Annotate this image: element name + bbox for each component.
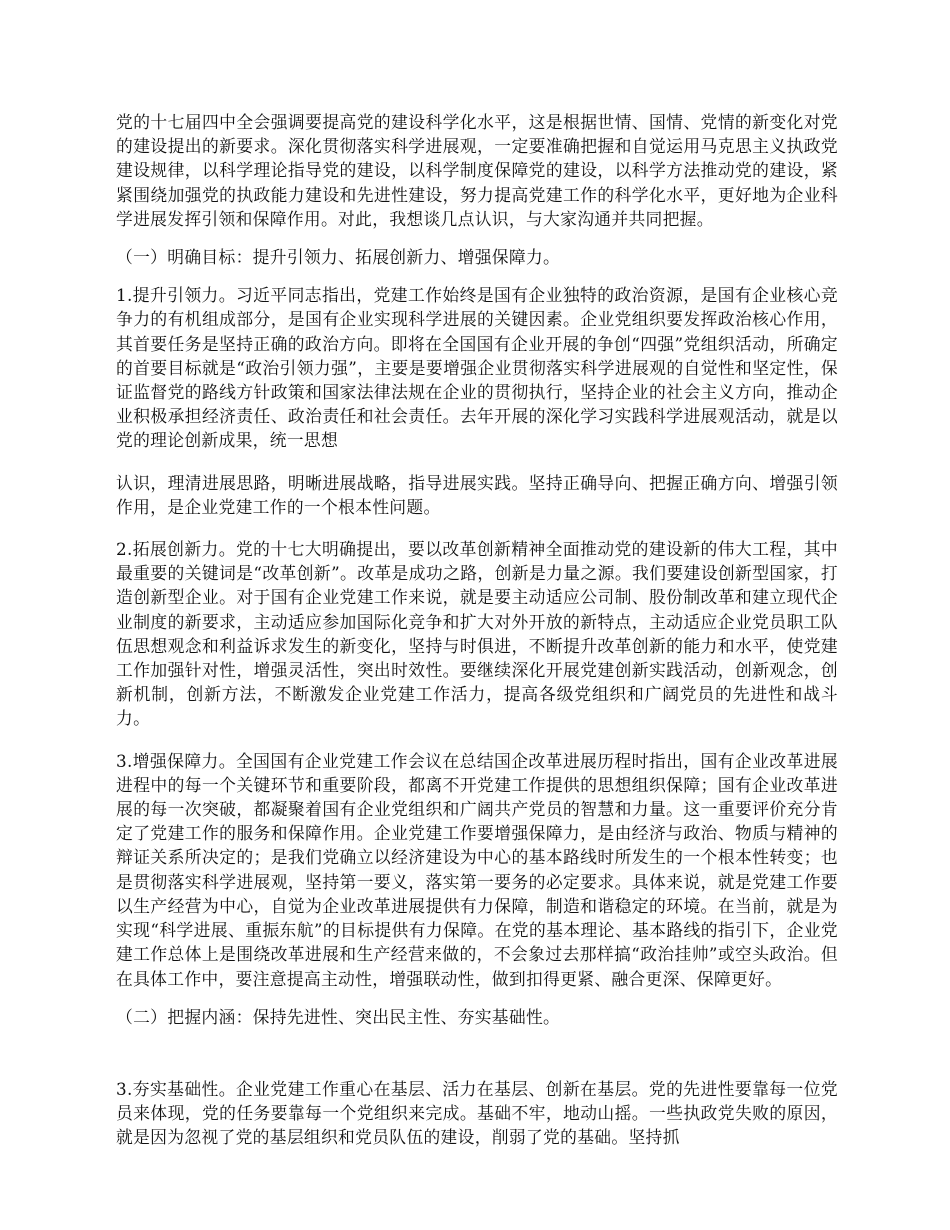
section-heading-connotation: （二）把握内涵：保持先进性、突出民主性、夯实基础性。 <box>116 1006 561 1027</box>
spacer <box>116 519 838 537</box>
intro-paragraph: 党的十七届四中全会强调要提高党的建设科学化水平，这是根据世情、国情、党情的新变化对党的建设提出的新要求。深化贯彻落实科学进展观，一定要准确把握和自觉运用马克思主义执政党建设规律，以科学理论指导党的建设，以科学制度保障党的建设，以科学方法推动党的建设，紧紧围绕加强党的执政能力建设和先进性建设，努力提高党建工作的科学化水平，更好地为企业科学进展发挥引领和保障作用。对此，我想谈几点认识，与大家沟通并共同把握。 <box>116 112 838 229</box>
spacer <box>116 991 838 1005</box>
spacer <box>116 1029 838 1077</box>
paragraph-guarantee: 3.增强保障力。全国国有企业党建工作会议在总结国企改革进展历程时指出，国有企业改革进展进程中的每一个关键环节和重要阶段，都离不开党建工作提供的思想组织保障；国有企业改革进展的每一次突破，都凝聚着国有企业党组织和广阔共产党员的智慧和力量。这一重要评价充分肯定了党建工作的服务和保障作用。企业党建工作要增强保障力，是由经济与政治、物质与精神的辩证关系所决定的；是我们党确立以经济建设为中心的基本路线时所发生的一个根本性转变；也是贯彻落实科学进展观，坚持第一要义，落实第一要务的必定要求。具体来说，就是党建工作要以生产经营为中心，自觉为企业改革进展提供有力保障，制造和谐稳定的环境。在当前，就是为实现“科学进展、重振东航”的目标提供有力保障。在党的基本理论、基本路线的指引下，企业党建工作总体上是围绕改革进展和生产经营来做的，不会象过去那样搞“政治挂帅”或空头政治。但在具体工作中，要注意提高主动性，增强联动性，做到扣得更紧、融合更深、保障更好。 <box>116 750 838 989</box>
paragraph-foundation: 3.夯实基础性。企业党建工作重心在基层、活力在基层、创新在基层。党的先进性要靠每一位党员来体现，党的任务要靠每一个党组织来完成。基础不牢，地动山摇。一些执政党失败的原因，就是因为忽视了党的基层组织和党员队伍的建设，削弱了党的基础。坚持抓 <box>116 1078 838 1148</box>
paragraph-innovation: 2.拓展创新力。党的十七大明确提出，要以改革创新精神全面推动党的建设新的伟大工程，其中最重要的关键词是“改革创新”。改革是成功之路，创新是力量之源。我们要建设创新型国家，打造创新型企业。对于国有企业党建工作来说，就是要主动适应公司制、股份制改革和建立现代企业制度的新要求，主动适应参加国际化竞争和扩大对外开放的新特点，主动适应企业党员职工队伍思想观念和利益诉求发生的新变化，坚持与时俱进，不断提升改革创新的能力和水平，使党建工作加强针对性，增强灵活性，突出时效性。要继续深化开展党建创新实践活动，创新观念，创新机制，创新方法，不断激发企业党建工作活力，提高各级党组织和广阔党员的先进性和战斗力。 <box>116 539 838 729</box>
spacer <box>116 231 838 245</box>
section-heading-goals: （一）明确目标：提升引领力、拓展创新力、增强保障力。 <box>116 247 561 268</box>
paragraph-leadership-continued: 认识，理清进展思路，明晰进展战略，指导进展实践。坚持正确导向、把握正确方向、增强引领作用，是企业党建工作的一个根本性问题。 <box>116 472 838 517</box>
spacer <box>116 453 838 471</box>
document-page <box>116 110 838 1150</box>
spacer <box>116 731 838 749</box>
paragraph-leadership: 1.提升引领力。习近平同志指出，党建工作始终是国有企业独特的政治资源，是国有企业核心竞争力的有机组成部分，是国有企业实现科学进展的关键因素。企业党组织要发挥政治核心作用，其首要任务是坚持正确的政治方向。即将在全国国有企业开展的争创“四强”党组织活动，所确定的首要目标就是“政治引领力强”，主要是要增强企业贯彻落实科学进展观的自觉性和坚定性，保证监督党的路线方针政策和国家法律法规在企业的贯彻执行，坚持企业的社会主义方向，推动企业积极承担经济责任、政治责任和社会责任。去年开展的深化学习实践科学进展观活动，就是以党的理论创新成果，统一思想 <box>116 285 838 451</box>
spacer <box>116 269 838 283</box>
